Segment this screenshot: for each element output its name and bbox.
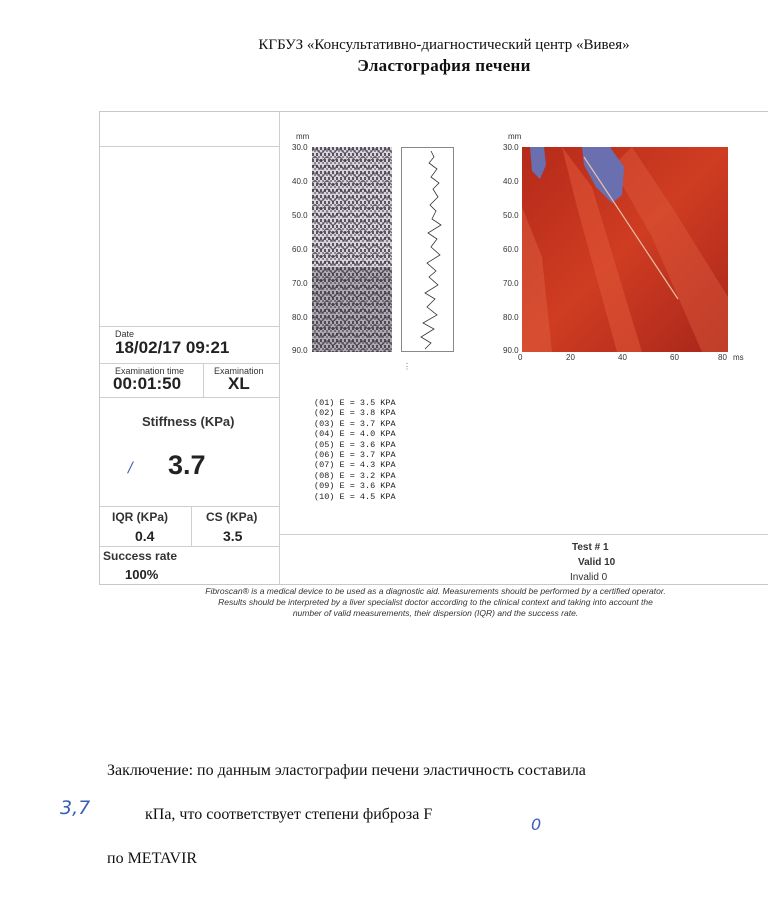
success-divider: [100, 546, 279, 547]
mmode-depth-tick: 40.0: [292, 177, 308, 186]
probe-label: Examination: [214, 366, 264, 376]
mmode-image: [312, 147, 392, 352]
time-tick: 80: [718, 353, 727, 362]
elasto-depth-unit: mm: [508, 132, 522, 141]
elasto-depth-tick: 30.0: [503, 143, 519, 152]
exam-time-label: Examination time: [115, 366, 185, 376]
measurement-item: (04) E = 4.0 KPA: [314, 429, 396, 440]
bottom-right-divider: [279, 534, 768, 535]
time-tick: 0: [518, 353, 523, 362]
mmode-depth-tick: 30.0: [292, 143, 308, 152]
stiffness-label: Stiffness (KPa): [142, 414, 235, 429]
elasto-depth-tick: 60.0: [503, 245, 519, 254]
iqr-label: IQR (KPa): [112, 510, 169, 524]
stiffness-value: 3.7: [168, 450, 206, 480]
valid-count: Valid 10: [578, 557, 616, 568]
measurement-item: (07) E = 4.3 KPA: [314, 460, 396, 471]
elasto-depth-tick: 70.0: [503, 279, 519, 288]
amode-signal: [401, 147, 454, 352]
measurement-item: (06) E = 3.7 KPA: [314, 450, 396, 461]
conclusion-line-2: кПа, что соответствует степени фиброза F: [145, 806, 433, 823]
handwritten-stiffness: 3,7: [60, 797, 91, 819]
institution-name: КГБУЗ «Консультативно-диагностический центр «Вивея»: [258, 37, 630, 53]
time-tick: 40: [618, 353, 627, 362]
measurement-item: (03) E = 3.7 KPA: [314, 418, 396, 429]
time-tick: 20: [566, 353, 575, 362]
mmode-depth-tick: 50.0: [292, 211, 308, 220]
scroll-dots-icon: ⋮: [403, 362, 411, 371]
conclusion-line-3: по METAVIR: [107, 850, 198, 867]
time-unit: ms: [733, 353, 744, 362]
conclusion-line-1: Заключение: по данным эластографии печени эластичность составила: [107, 762, 586, 779]
pen-tick-mark: /: [128, 460, 133, 476]
document-title: Эластография печени: [357, 56, 531, 75]
elasto-depth-tick: 40.0: [503, 177, 519, 186]
elastogram-image: [522, 147, 728, 352]
elasto-depth-tick: 80.0: [503, 313, 519, 322]
measurement-item: (05) E = 3.6 KPA: [314, 439, 396, 450]
iqr-top-divider: [100, 506, 279, 507]
measurement-item: (09) E = 3.6 KPA: [314, 481, 396, 492]
disclaimer-line: Fibroscan® is a medical device to be used as a diagnostic aid. Measurements should be performed by a certified operator.: [205, 586, 666, 596]
left-column-divider: [279, 112, 280, 584]
elasto-depth-tick: 90.0: [503, 346, 519, 355]
cs-value: 3.5: [223, 528, 243, 544]
success-rate-value: 100%: [125, 567, 159, 582]
measurement-item: (08) E = 3.2 KPA: [314, 470, 396, 481]
iqr-split: [191, 506, 192, 546]
exam-split: [203, 363, 204, 397]
disclaimer-line: Results should be interpreted by a liver specialist doctor according to the clinical context and taking into account the: [218, 597, 653, 607]
date-label: Date: [115, 329, 135, 339]
cs-label: CS (KPa): [206, 510, 258, 524]
time-tick: 60: [670, 353, 679, 362]
mmode-depth-unit: mm: [296, 132, 310, 141]
probe-value: XL: [228, 374, 250, 393]
measurement-item: (02) E = 3.8 KPA: [314, 408, 396, 419]
disclaimer-line: number of valid measurements, their dispersion (IQR) and the success rate.: [292, 608, 579, 618]
handwritten-fibrosis-grade: 0: [531, 815, 542, 834]
mmode-depth-tick: 70.0: [292, 279, 308, 288]
measurement-list: [314, 398, 396, 502]
test-number: Test # 1: [572, 542, 609, 553]
invalid-count: Invalid 0: [570, 572, 608, 583]
stiffness-divider: [100, 397, 279, 398]
measurement-item: (01) E = 3.5 KPA: [314, 398, 396, 408]
top-left-divider: [100, 146, 279, 147]
mmode-depth-tick: 80.0: [292, 313, 308, 322]
mmode-depth-tick: 90.0: [292, 346, 308, 355]
success-rate-label: Success rate: [103, 549, 178, 563]
mmode-depth-tick: 60.0: [292, 245, 308, 254]
iqr-value: 0.4: [135, 528, 155, 544]
disclaimer: [99, 586, 768, 619]
date-value: 18/02/17 09:21: [115, 338, 230, 357]
elasto-depth-tick: 50.0: [503, 211, 519, 220]
date-divider: [100, 326, 279, 327]
exam-divider: [100, 363, 279, 364]
measurement-item: (10) E = 4.5 KPA: [314, 491, 396, 502]
exam-time-value: 00:01:50: [113, 374, 182, 393]
